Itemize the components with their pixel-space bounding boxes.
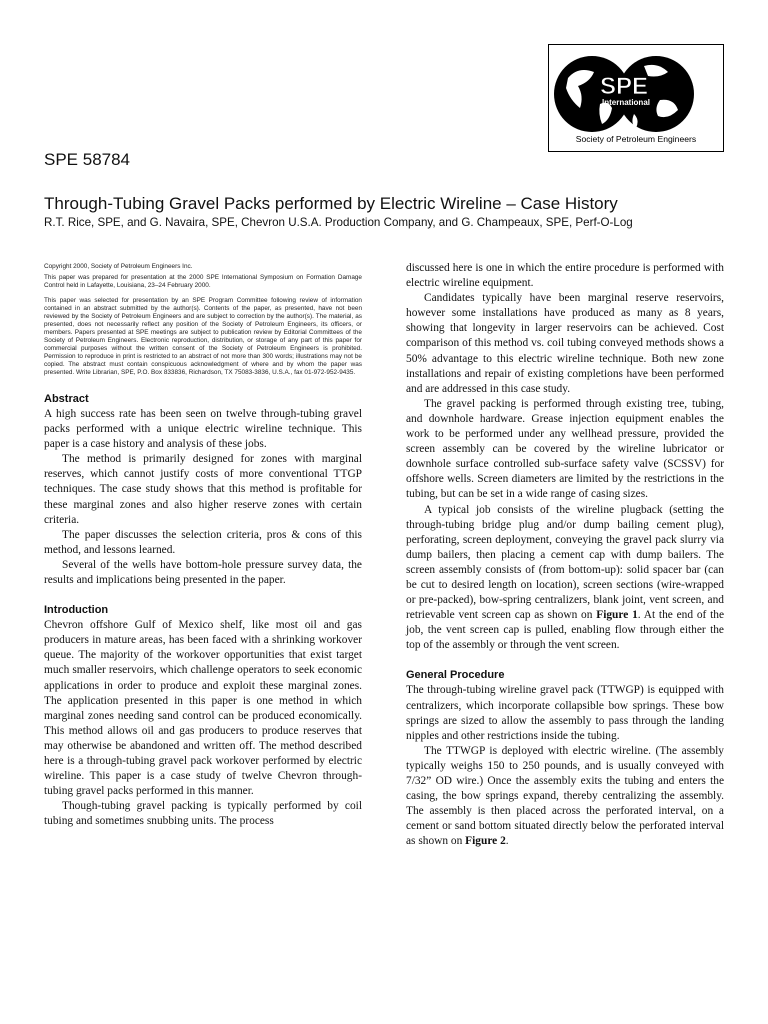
abstract-paragraph: Several of the wells have bottom-hole pressure survey data, the results and implications being presented in the paper. [44, 558, 362, 587]
selection-note: This paper was selected for presentation by an SPE Program Committee following review of information contained in an abstract submitted by the author(s). Contents of the paper, as presented, have not been reviewed by the Society of Petroleum Engineers and are subject to correction by the author(s). The material, as presented, does not necessarily reflect any position of the Society of Petroleum Engineers, its officers, or members. Papers presented at SPE meetings are subject to publication review by Editorial Committees of the Society of Petroleum Engineers. Electronic reproduction, distribution, or storage of any part of this paper for commercial purposes without the written consent of the Society of Petroleum Engineers is prohibited. Permission to reproduce in print is restricted to an abstract of not more than 300 words; illustrations may not be copied. The abstract must contain conspicuous acknowledgment of where and by whom the paper was presented. Write Librarian, SPE, P.O. Box 833836, Richardson, TX 75083-3836, U.S.A., fax 01-972-952-9435. [44, 297, 362, 376]
presentation-note: This paper was prepared for presentation at the 2000 SPE International Symposium on Formation Damage Control held in Lafayette, Louisiana, 23–24 February 2000. [44, 274, 362, 289]
logo-international-text: International [601, 98, 651, 107]
paragraph-text: . [505, 835, 509, 848]
introduction-paragraph: The gravel packing is performed through existing tree, tubing, and downhole hardware. Grease injection equipment enables the work to be performed under any wellhead pressure, provided the screen assembly can be covered by the wireline lubricator or downhole surface controlled sub-surface safety valve (SCSSV) for offshore wells. Screen diameters are limited by the restrictions in the tubing, but can be set in a wide range of casing sizes. [406, 397, 724, 501]
abstract-paragraph: The method is primarily designed for zones with marginal reserves, which cannot justify costs of more conventional TTGP techniques. The case study shows that this method is profitable for these marginal zones and also higher reserve zones with certain criteria. [44, 453, 362, 526]
introduction-paragraph: Chevron offshore Gulf of Mexico shelf, like most oil and gas producers in mature areas, has been faced with a shrinking workover queue. The majority of the workover opportunities that exist target much smaller reservoirs, which challenge operators to seek economic applications in order to produce and exploit these marginal zones. The application presented in this paper is one method in which marginal zones needing sand control can be produced economically. This method allows oil and gas producers to produce reserves that may otherwise be abandoned and written off. The method described here is a through-tubing gravel pack workover performed by electric wireline. This paper is a case study of twelve Chevron through-tubing gravel packs performed in this manner. [44, 619, 362, 798]
copyright-line: Copyright 2000, Society of Petroleum Engineers Inc. [44, 263, 193, 270]
introduction-paragraph [406, 503, 724, 654]
logo-society-text: Society of Petroleum Engineers [575, 134, 697, 144]
spe-logo [548, 44, 724, 152]
introduction-heading: Introduction [44, 604, 109, 617]
logo-spe-text: SPE [599, 73, 649, 100]
abstract-heading: Abstract [44, 393, 89, 405]
paragraph-text: The TTWGP is deployed with electric wireline. (The assembly typically weighs 150 to 250 pounds, and is usually conveyed with 7/32” OD wire.) Once the assembly exits the tubing and enters the casing, the bow springs expand, thereby centralizing the assembly. The assembly is then placed across the perforated interval, on a cement or sand bottom situated directly below the perforated interval as shown on [406, 744, 724, 848]
paragraph-text: . At the end of the job, the vent screen cap is pulled, enabling flow through either the top of the assembly or through the vent screen. [406, 609, 724, 652]
left-column [44, 263, 362, 829]
abstract-paragraph: The paper discusses the selection criteria, pros & cons of this method, and lessons learned. [44, 528, 362, 556]
procedure-paragraph: The through-tubing wireline gravel pack (TTWGP) is equipped with centralizers, which incorporate collapsible bow springs. These bow springs are sized to allow the assembly to pass through the landing nipples and other restrictions inside the tubing. [406, 684, 724, 742]
introduction-paragraph: Candidates typically have been marginal reserve reservoirs, however some installations have produced as many as 8 years, showing that longevity in larger reservoirs can be achieved. Cost comparison of this method vs. coil tubing conveyed methods shows a 50% advantage to this electric wireline technique. Both new zone installations and repair of existing completions have been performed and are addressed in this case study. [406, 292, 724, 395]
abstract-paragraph: A high success rate has been seen on twelve through-tubing gravel packs performed with a unique electric wireline technique. This paper is a case history and analysis of these jobs. [44, 408, 362, 451]
right-column [406, 261, 724, 849]
paragraph-text: A typical job consists of the wireline plugback (setting the through-tubing bridge plug and/or dump bailing cement plug), perforating, screen deployment, conveying the gravel pack slurry via dump bailers, then placing a cement cap with dump bailers. The screen assembly consists of (from bottom-up): solid spacer bar (can be cut to desired length on location), screen sections (wire-wrapped or pre-packed), bow-spring centralizers, blank joint, vent screen, and retrievable vent screen cap as shown on [406, 503, 724, 622]
introduction-paragraph: Though-tubing gravel packing is typically performed by coil tubing and sometimes snubbing units. The process [44, 800, 362, 828]
paper-title: Through-Tubing Gravel Packs performed by Electric Wireline – Case History [44, 194, 618, 213]
introduction-paragraph: discussed here is one in which the entire procedure is performed with electric wireline equipment. [406, 262, 724, 290]
figure-2-reference[interactable]: Figure 2 [465, 835, 506, 848]
paper-number: SPE 58784 [44, 150, 131, 169]
general-procedure-heading: General Procedure [406, 669, 505, 682]
paper-authors: R.T. Rice, SPE, and G. Navaira, SPE, Chevron U.S.A. Production Company, and G. Champeaux, SPE, Perf-O-Log [44, 216, 633, 229]
procedure-paragraph [406, 744, 724, 850]
figure-1-reference[interactable]: Figure 1 [596, 609, 638, 622]
